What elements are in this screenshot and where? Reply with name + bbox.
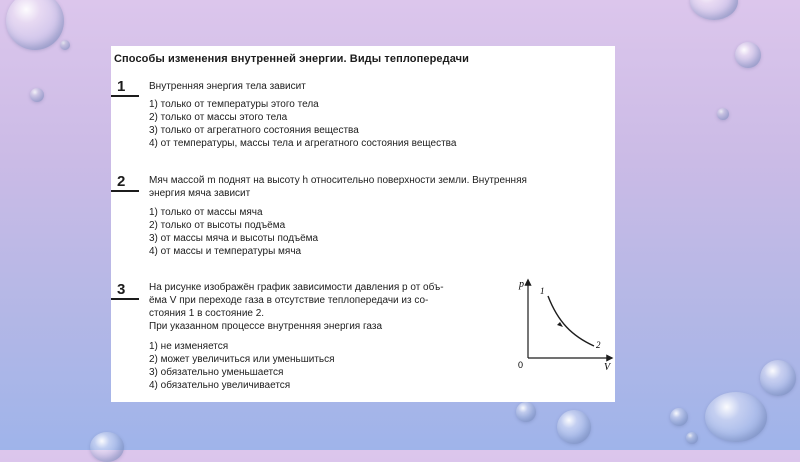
decorative-bubble bbox=[686, 432, 698, 444]
y-axis-label: p bbox=[519, 279, 524, 290]
question-1-option-3: 3) только от агрегатного состояния вещества bbox=[149, 125, 359, 136]
question-1-option-1: 1) только от температуры этого тела bbox=[149, 99, 319, 110]
question-2-text-line-1: Мяч массой m поднят на высоту h относительно поверхности земли. Внутренняя bbox=[149, 175, 527, 186]
x-axis-label: V bbox=[604, 362, 611, 373]
question-2-option-1: 1) только от массы мяча bbox=[149, 207, 263, 218]
worksheet-page bbox=[111, 46, 615, 402]
question-2-option-4: 4) от массы и температуры мяча bbox=[149, 246, 302, 257]
point-1-label: 1 bbox=[540, 286, 545, 296]
decorative-bubble bbox=[760, 360, 796, 396]
decorative-bubble bbox=[717, 108, 729, 120]
question-2-option-3: 3) от массы мяча и высоты подъёма bbox=[149, 233, 319, 244]
question-1-option-2: 2) только от массы этого тела bbox=[149, 112, 288, 123]
pressure-volume-graph bbox=[516, 274, 616, 374]
question-1-text: Внутренняя энергия тела зависит bbox=[149, 81, 306, 92]
decorative-bubble bbox=[516, 402, 536, 422]
question-number-3: 3 bbox=[111, 282, 139, 300]
question-number-2: 2 bbox=[111, 174, 139, 192]
question-1-option-4: 4) от температуры, массы тела и агрегатного состояния вещества bbox=[149, 138, 457, 149]
page-title: Способы изменения внутренней энергии. Виды теплопередачи bbox=[114, 53, 469, 65]
decorative-bubble bbox=[6, 0, 64, 50]
decorative-bubble bbox=[90, 432, 124, 462]
question-3-option-1: 1) не изменяется bbox=[149, 341, 229, 352]
question-3-text-line-1: На рисунке изображён график зависимости давления p от объ- bbox=[149, 282, 444, 293]
decorative-bubble bbox=[735, 42, 761, 68]
question-3-text-line-3: стояния 1 в состояние 2. bbox=[149, 308, 265, 319]
question-3-text-line-2: ёма V при переходе газа в отсутствие теплопередачи из со- bbox=[149, 295, 429, 306]
origin-label: 0 bbox=[518, 360, 524, 370]
question-number-1: 1 bbox=[111, 79, 139, 97]
decorative-bubble bbox=[60, 40, 70, 50]
question-2-text-line-2: энергия мяча зависит bbox=[149, 188, 251, 199]
point-2-label: 2 bbox=[596, 340, 601, 350]
decorative-bubble bbox=[690, 0, 738, 20]
decorative-bubble bbox=[705, 392, 767, 442]
question-3-option-2: 2) может увеличиться или уменьшиться bbox=[149, 354, 335, 365]
decorative-bubble bbox=[30, 88, 44, 102]
decorative-bubble bbox=[557, 410, 591, 444]
question-3-option-4: 4) обязательно увеличивается bbox=[149, 380, 291, 391]
adiabatic-curve bbox=[548, 296, 594, 346]
question-2-option-2: 2) только от высоты подъёма bbox=[149, 220, 286, 231]
question-3-text-line-4: При указанном процессе внутренняя энергия газа bbox=[149, 321, 383, 332]
decorative-bubble bbox=[670, 408, 688, 426]
question-3-option-3: 3) обязательно уменьшается bbox=[149, 367, 284, 378]
